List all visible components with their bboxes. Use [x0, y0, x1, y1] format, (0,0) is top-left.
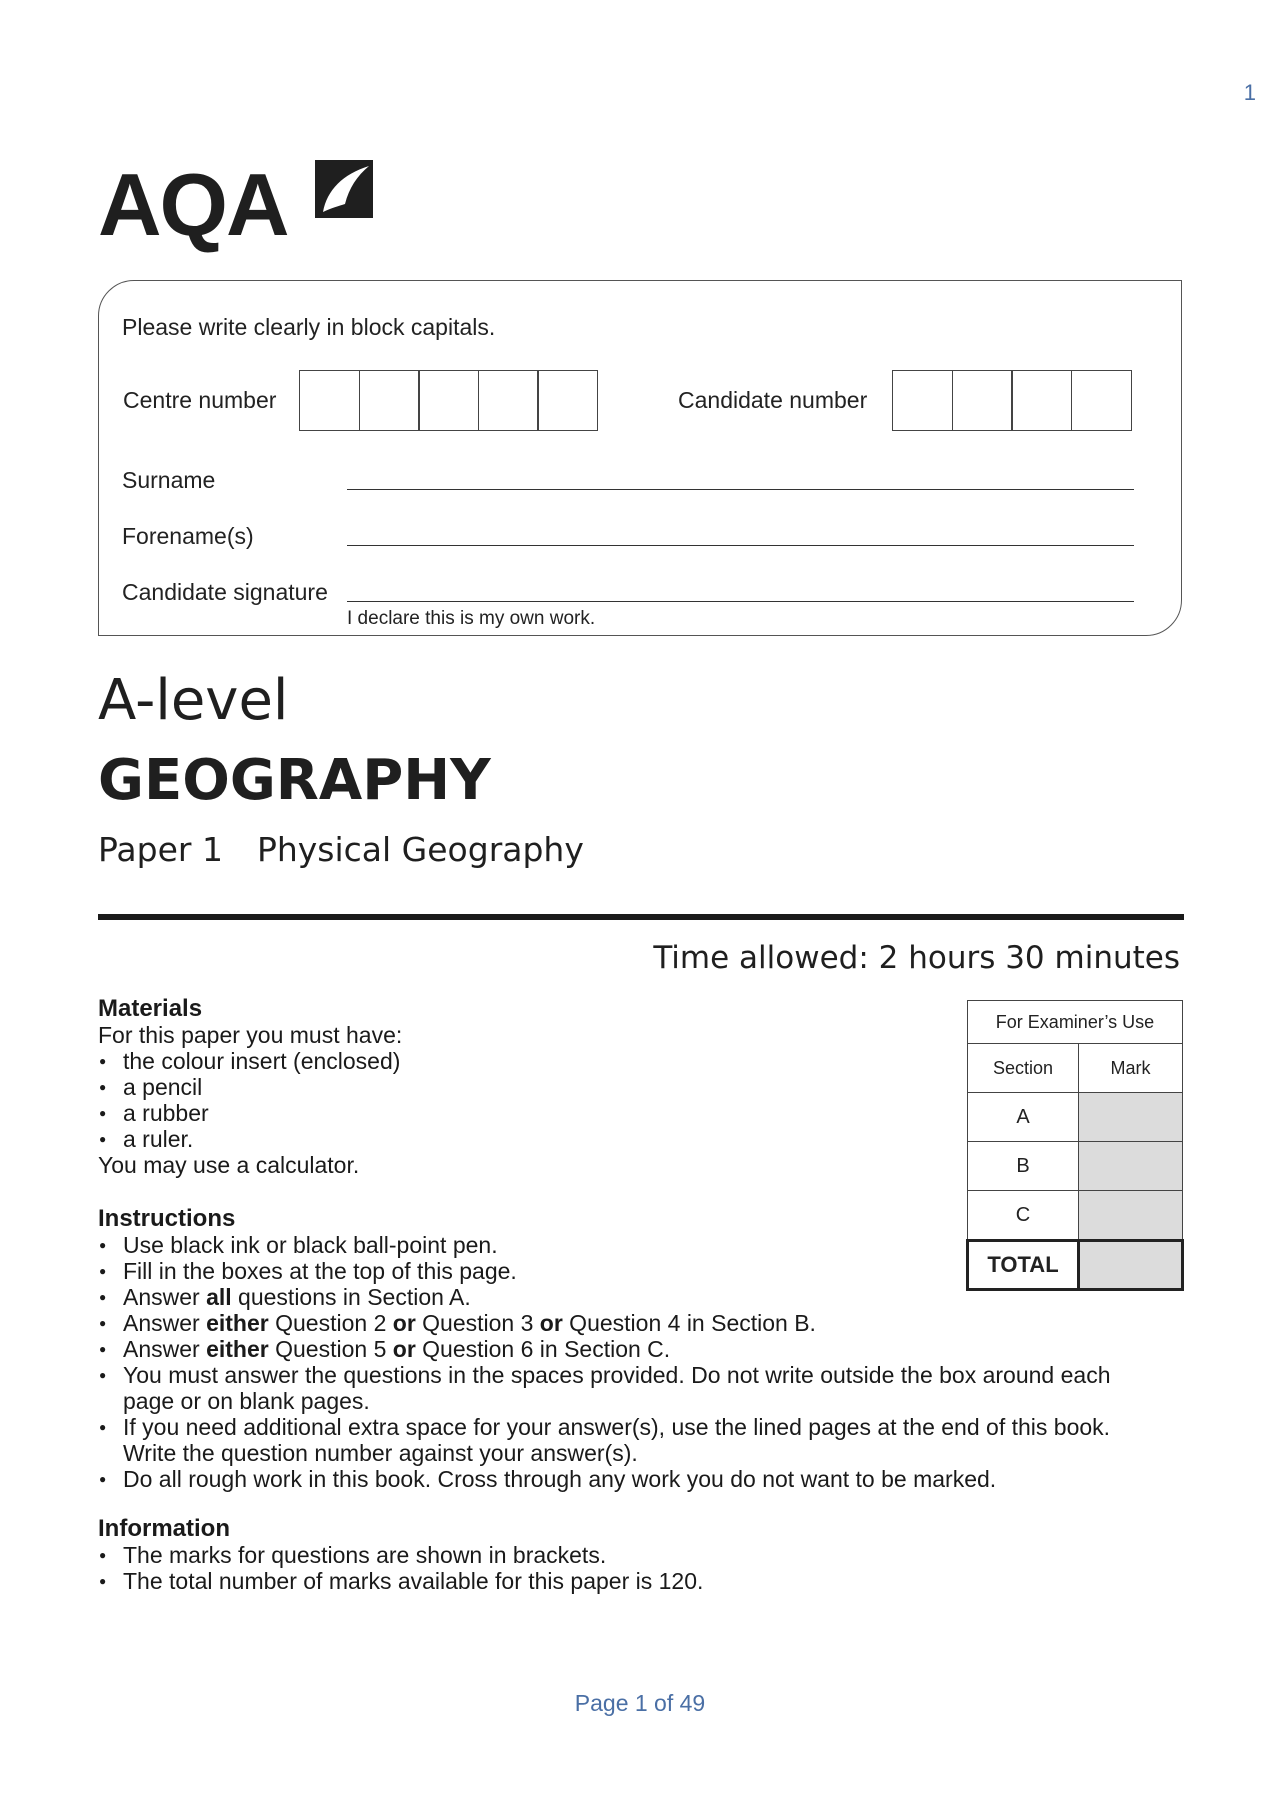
aqa-logo — [98, 150, 388, 260]
candidate-number-digit[interactable] — [1011, 370, 1072, 431]
centre-number-label: Centre number — [123, 387, 277, 413]
calculator-note: You may use a calculator. — [98, 1152, 360, 1178]
candidate-number-digit[interactable] — [1071, 370, 1132, 431]
materials-item: ● the colour insert (enclosed) — [98, 1048, 1198, 1074]
instruction-item: ● Answer either Question 2 or Question 3 or Question 4 in Section B. — [98, 1310, 1198, 1336]
centre-number-digit[interactable] — [418, 370, 479, 431]
title-divider — [98, 914, 1184, 920]
information-item: ● The total number of marks available for this paper is 120. — [98, 1568, 1198, 1594]
instructions-heading: Instructions — [98, 1205, 236, 1232]
information-heading: Information — [98, 1515, 230, 1542]
mark-column-header: Mark — [1079, 1044, 1183, 1093]
time-allowed: Time allowed: 2 hours 30 minutes — [653, 940, 1180, 976]
total-label: TOTAL — [968, 1241, 1079, 1290]
declaration-text: I declare this is my own work. — [347, 608, 596, 629]
section-c-mark — [1079, 1191, 1183, 1241]
materials-item: ● a ruler. — [98, 1126, 1198, 1152]
centre-number-digit[interactable] — [478, 370, 539, 431]
paper-name: Physical Geography — [256, 830, 584, 869]
section-column-header: Section — [968, 1044, 1079, 1093]
section-b-cell: B — [968, 1142, 1079, 1191]
materials-item: ● a pencil — [98, 1074, 1198, 1100]
centre-number-digit[interactable] — [537, 370, 598, 431]
candidate-number-label: Candidate number — [678, 387, 868, 413]
materials-intro: For this paper you must have: — [98, 1022, 403, 1048]
surname-field[interactable] — [347, 489, 1134, 490]
instruction-item: ● You must answer the questions in the spaces provided. Do not write outside the box around each page or on blank pages. — [98, 1362, 1198, 1414]
section-c-cell: C — [968, 1191, 1079, 1241]
leaf-icon — [313, 158, 375, 220]
signature-label: Candidate signature — [122, 579, 328, 605]
information-section — [98, 1516, 1198, 1594]
candidate-number-boxes[interactable] — [892, 370, 1132, 431]
candidate-number-digit[interactable] — [952, 370, 1013, 431]
candidate-number-digit[interactable] — [892, 370, 953, 431]
examiners-use-title: For Examiner’s Use — [968, 1001, 1183, 1044]
signature-field[interactable] — [347, 601, 1134, 602]
materials-item: ● a rubber — [98, 1100, 1198, 1126]
paper-number: Paper 1 — [98, 830, 223, 869]
page-number: 1 — [1243, 80, 1256, 105]
instruction-item: ● Use black ink or black ball-point pen. — [98, 1232, 1198, 1258]
forenames-field[interactable] — [347, 545, 1134, 546]
examiners-use-table — [966, 1000, 1184, 1291]
subject-title: GEOGRAPHY — [98, 748, 491, 813]
instruction-item: ● If you need additional extra space for your answer(s), use the lined pages at the end of this book. Write the question number against your answer(s). — [98, 1414, 1198, 1466]
logo-text: AQA — [98, 155, 288, 254]
instruction-item: ● Do all rough work in this book. Cross through any work you do not want to be marked. — [98, 1466, 1198, 1492]
section-a-mark — [1079, 1093, 1183, 1142]
centre-number-digit[interactable] — [299, 370, 360, 431]
forenames-label: Forename(s) — [122, 523, 254, 549]
page-footer: Page 1 of 49 — [574, 1690, 706, 1716]
instruction-item: ● Fill in the boxes at the top of this page. — [98, 1258, 1198, 1284]
paper-title — [98, 830, 584, 869]
section-b-mark — [1079, 1142, 1183, 1191]
instruction-item: ● Answer all questions in Section A. — [98, 1284, 1198, 1310]
qualification-level: A-level — [98, 668, 289, 733]
centre-number-digit[interactable] — [359, 370, 420, 431]
information-item: ● The marks for questions are shown in brackets. — [98, 1542, 1198, 1568]
total-mark — [1079, 1241, 1183, 1290]
materials-heading: Materials — [98, 995, 203, 1022]
centre-number-boxes[interactable] — [299, 370, 598, 431]
section-a-cell: A — [968, 1093, 1079, 1142]
surname-label: Surname — [122, 467, 216, 493]
instruction-item: ● Answer either Question 5 or Question 6 in Section C. — [98, 1336, 1198, 1362]
block-capitals-instruction: Please write clearly in block capitals. — [122, 314, 496, 340]
